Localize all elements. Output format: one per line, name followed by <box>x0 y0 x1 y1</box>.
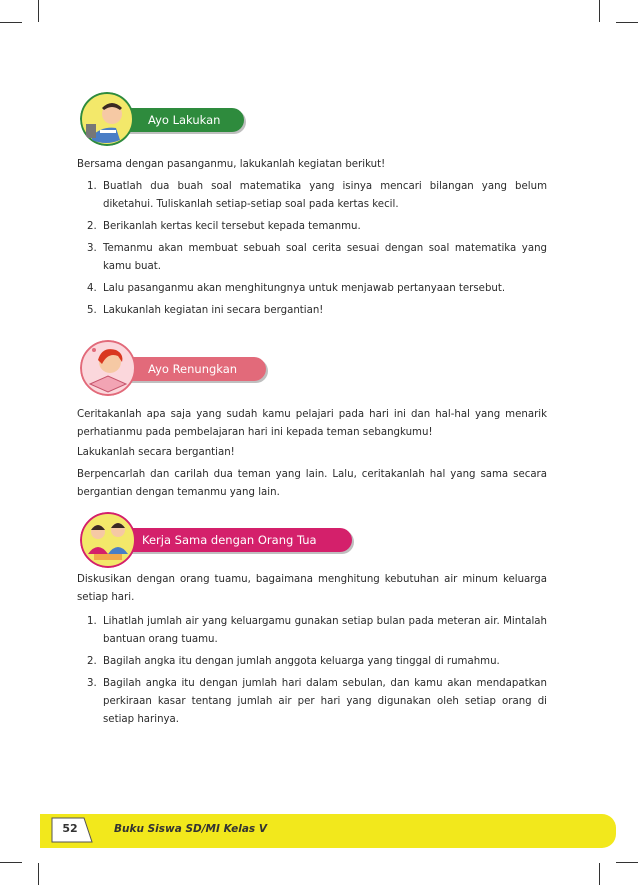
list-text: Lihatlah jumlah air yang keluargamu gunakan setiap bulan pada meteran air. Mintalah bantuan orang tuamu. <box>103 616 547 645</box>
crop-mark <box>616 22 638 23</box>
list-text: Lakukanlah kegiatan ini secara bergantian! <box>103 305 324 316</box>
list-number: 1. <box>87 181 97 192</box>
list-text: Bagilah angka itu dengan jumlah hari dalam sebulan, dan kamu akan mendapatkan perkiraan kasar tentang jumlah air per hari yang digunakan oleh setiap orang di setiap harinya. <box>103 678 547 725</box>
section-title: Ayo Renungkan <box>148 362 238 376</box>
section-title: Ayo Lakukan <box>148 113 221 127</box>
child-writing-icon <box>80 92 134 146</box>
crop-mark <box>616 862 638 863</box>
family-icon <box>80 512 136 568</box>
ayo-lakukan-list <box>77 178 547 324</box>
crop-mark <box>599 863 600 885</box>
list-item <box>77 178 547 214</box>
kerja-sama-list <box>77 613 547 733</box>
ayo-renungkan-paragraph-1: Ceritakanlah apa saja yang sudah kamu pelajari pada hari ini dan hal-hal yang menarik perhatianmu pada pembelajaran hari ini kepada teman sebangkumu! <box>77 409 547 438</box>
list-number: 3. <box>87 243 97 254</box>
list-text: Temanmu akan membuat sebuah soal cerita sesuai dengan soal matematika yang kamu buat. <box>103 243 547 272</box>
list-item <box>77 302 547 320</box>
ayo-lakukan-intro: Bersama dengan pasanganmu, lakukanlah kegiatan berikut! <box>77 159 386 170</box>
crop-mark <box>0 862 22 863</box>
ayo-renungkan-paragraph-3: Berpencarlah dan carilah dua teman yang lain. Lalu, ceritakanlah hal yang sama secara bergantian dengan temanmu yang lain. <box>77 469 547 498</box>
list-item <box>77 653 547 671</box>
crop-mark <box>38 863 39 885</box>
kerja-sama-banner <box>112 528 352 552</box>
list-text: Buatlah dua buah soal matematika yang isinya mencari bilangan yang belum diketahui. Tuliskanlah setiap-setiap soal pada kertas kecil. <box>103 181 547 210</box>
list-item <box>77 280 547 298</box>
list-item <box>77 240 547 276</box>
crop-mark <box>38 0 39 22</box>
list-number: 4. <box>87 283 97 294</box>
list-item <box>77 675 547 729</box>
book-title: Buku Siswa SD/MI Kelas V <box>114 823 267 835</box>
list-number: 1. <box>87 616 97 627</box>
list-item <box>77 613 547 649</box>
child-thinking-icon <box>80 340 136 396</box>
list-text: Berikanlah kertas kecil tersebut kepada temanmu. <box>103 221 361 232</box>
list-number: 2. <box>87 656 97 667</box>
list-text: Lalu pasanganmu akan menghitungnya untuk menjawab pertanyaan tersebut. <box>103 283 506 294</box>
list-item <box>77 218 547 236</box>
ayo-renungkan-paragraph-2: Lakukanlah secara bergantian! <box>77 447 235 458</box>
section-title: Kerja Sama dengan Orang Tua <box>142 533 317 547</box>
kerja-sama-intro: Diskusikan dengan orang tuamu, bagaimana menghitung kebutuhan air minum keluarga setiap hari. <box>77 574 547 603</box>
list-number: 3. <box>87 678 97 689</box>
list-text: Bagilah angka itu dengan jumlah anggota keluarga yang tinggal di rumahmu. <box>103 656 500 667</box>
page-number: 52 <box>62 822 78 835</box>
crop-mark <box>599 0 600 22</box>
crop-mark <box>0 22 22 23</box>
list-number: 5. <box>87 305 97 316</box>
list-number: 2. <box>87 221 97 232</box>
